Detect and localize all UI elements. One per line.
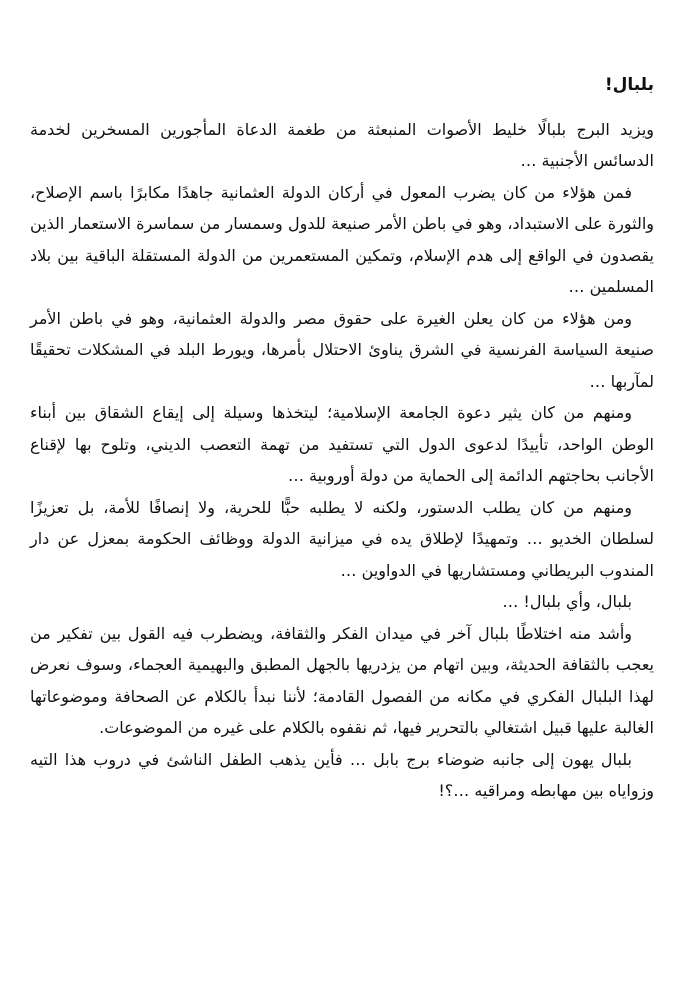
paragraph-8: بلبال يهون إلى جانبه ضوضاء برج بابل … فأين يذهب الطفل الناشئ في دروب هذا التيه وزواياه بين مهابطه ومراقيه …؟! xyxy=(30,749,654,800)
document-title: بلبال! xyxy=(604,75,654,95)
paragraph-7: وأشد منه اختلاطًا بلبال آخر في ميدان الفكر والثقافة، ويضطرب فيه القول بين تفكير من يعجب بالثقافة الحديثة، وبين اتهام من يزدريها بالجهل المطبق والبهيمية العجماء، وسوف نعرض لهذا البلبال الفكري في مكانه من الفصول القادمة؛ لأننا نبدأ بالكلام عن الصحافة وموضوعاتها الغالبة عليها قبيل اشتغالي بالتحرير فيها، ثم نقفوه بالكلام على غيره من الموضوعات. xyxy=(30,623,654,737)
paragraph-1: ويزيد البرج بلبالًا خليط الأصوات المنبعثة من طغمة الدعاة المأجورين المسخرين لخدمة الدسائس الأجنبية … xyxy=(30,119,654,170)
paragraph-2: فمن هؤلاء من كان يضرب المعول في أركان الدولة العثمانية جاهدًا مكابرًا باسم الإصلاح، والثورة على الاستبداد، وهو في باطن الأمر صنيعة للدول وسمسار من سماسرة الاستعمار الذين يقصدون في الواقع إلى هدم الإسلام، وتمكين المستعمرين من الدولة المستقلة الباقية بين بلاد المسلمين … xyxy=(30,182,654,296)
paragraph-6: بلبال، وأي بلبال! … xyxy=(502,592,632,611)
paragraph-4: ومنهم من كان يثير دعوة الجامعة الإسلامية؛ ليتخذها وسيلة إلى إيقاع الشقاق بين أبناء الوطن الواحد، تأييدًا لدعوى الدول التي تستفيد من تهمة التعصب الديني، وتلوح بها لإقناع الأجانب بحاجتهم الدائمة إلى الحماية من دولة أوروبية … xyxy=(30,403,654,485)
paragraph-5: ومنهم من كان يطلب الدستور، ولكنه لا يطلبه حبًّا للحرية، ولا إنصافًا للأمة، بل تعزيزًا لسلطان الخديو … وتمهيدًا لإطلاق يده في ميزانية الدولة ووظائف الحكومة بمعزل عن دار المندوب البريطاني ومستشاريها في الدواوين … xyxy=(30,497,654,580)
paragraph-3: ومن هؤلاء من كان يعلن الغيرة على حقوق مصر والدولة العثمانية، وهو في باطن الأمر صنيعة السياسة الفرنسية في الشرق يناوئ الاحتلال بأمرها، ويورط البلد في المشكلات تحقيقًا لمآربها … xyxy=(30,308,654,391)
document-page xyxy=(30,70,654,807)
